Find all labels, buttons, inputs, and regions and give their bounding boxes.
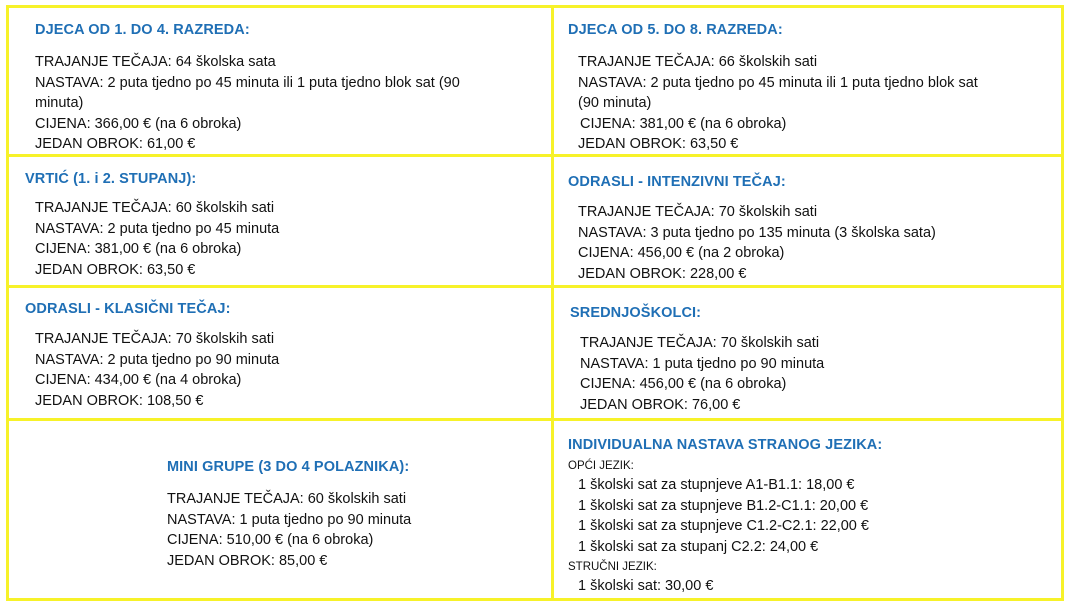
cell-title: DJECA OD 1. DO 4. RAZREDA: (35, 22, 250, 38)
duration-text: TRAJANJE TEČAJA: 66 školskih sati (578, 54, 818, 70)
cell-title: INDIVIDUALNA NASTAVA STRANOG JEZIKA: (568, 437, 883, 453)
schedule-text: NASTAVA: 3 puta tjedno po 135 minuta (3 školska sata) (578, 224, 936, 241)
duration-text: TRAJANJE TEČAJA: 64 školska sata (35, 54, 276, 70)
cell-title: ODRASLI - KLASIČNI TEČAJ: (25, 301, 231, 317)
cell-mini-grupe (6, 418, 554, 601)
schedule-text: NASTAVA: 1 puta tjedno po 90 minuta (580, 355, 825, 372)
schedule-text: NASTAVA: 2 puta tjedno po 45 minuta ili 1 puta tjedno blok sat (90 (35, 74, 460, 91)
cell-title: MINI GRUPE (3 DO 4 POLAZNIKA): (167, 459, 410, 475)
cell-srednjoskolci (551, 285, 1064, 421)
cell-details (35, 329, 279, 411)
general-language-label: OPĆI JEZIK: (568, 460, 634, 472)
price-text: CIJENA: 434,00 € (na 4 obroka) (35, 372, 242, 388)
general-language-prices (578, 475, 869, 557)
schedule-text-cont: (90 minuta) (578, 95, 652, 111)
cell-details (35, 198, 279, 280)
duration-text: TRAJANJE TEČAJA: 70 školskih sati (578, 204, 818, 220)
installment-text: JEDAN OBROK: 61,00 € (35, 136, 196, 152)
schedule-text: NASTAVA: 2 puta tjedno po 90 minuta (35, 351, 280, 368)
price-table (6, 5, 1064, 601)
duration-text: TRAJANJE TEČAJA: 70 školskih sati (580, 335, 820, 351)
cell-details (578, 52, 978, 155)
price-text: CIJENA: 381,00 € (na 6 obroka) (580, 115, 787, 132)
cell-vrtic (6, 154, 554, 288)
price-text: CIJENA: 456,00 € (na 6 obroka) (580, 376, 787, 392)
price-line: 1 školski sat: 30,00 € (578, 578, 714, 594)
professional-language-label: STRUČNI JEZIK: (568, 561, 657, 573)
installment-text: JEDAN OBROK: 63,50 € (35, 261, 196, 278)
cell-details (167, 489, 411, 571)
cell-title: ODRASLI - INTENZIVNI TEČAJ: (568, 174, 786, 190)
price-line: 1 školski sat za stupanj C2.2: 24,00 € (578, 538, 819, 555)
duration-text: TRAJANJE TEČAJA: 60 školskih sati (35, 200, 275, 216)
duration-text: TRAJANJE TEČAJA: 70 školskih sati (35, 331, 275, 347)
cell-details (578, 202, 936, 284)
cell-details (580, 333, 824, 415)
price-line: 1 školski sat za stupnjeve B1.2-C1.1: 20,00 € (578, 497, 869, 514)
price-line: 1 školski sat za stupnjeve A1-B1.1: 18,00 € (578, 477, 855, 493)
installment-text: JEDAN OBROK: 76,00 € (580, 396, 741, 413)
professional-language-price (578, 576, 713, 597)
cell-title: DJECA OD 5. DO 8. RAZREDA: (568, 22, 783, 38)
price-text: CIJENA: 510,00 € (na 6 obroka) (167, 532, 374, 548)
price-line: 1 školski sat za stupnjeve C1.2-C2.1: 22,00 € (578, 518, 869, 534)
installment-text: JEDAN OBROK: 85,00 € (167, 552, 328, 569)
cell-djeca-1-4 (6, 5, 554, 157)
price-text: CIJENA: 366,00 € (na 6 obroka) (35, 115, 242, 132)
cell-details (35, 52, 460, 155)
cell-djeca-5-8 (551, 5, 1064, 157)
price-text: CIJENA: 381,00 € (na 6 obroka) (35, 241, 242, 257)
cell-title: SREDNJOŠKOLCI: (570, 305, 702, 321)
installment-text: JEDAN OBROK: 228,00 € (578, 265, 747, 282)
cell-odrasli-intenzivni (551, 154, 1064, 288)
cell-individualna (551, 418, 1064, 601)
schedule-text: NASTAVA: 2 puta tjedno po 45 minuta ili 1 puta tjedno blok sat (578, 74, 978, 91)
installment-text: JEDAN OBROK: 63,50 € (578, 136, 739, 152)
schedule-text: NASTAVA: 1 puta tjedno po 90 minuta (167, 511, 412, 528)
schedule-text: NASTAVA: 2 puta tjedno po 45 minuta (35, 220, 280, 237)
cell-title: VRTIĆ (1. i 2. STUPANJ): (25, 171, 197, 187)
cell-odrasli-klasicni (6, 285, 554, 421)
schedule-text-cont: minuta) (35, 95, 84, 111)
duration-text: TRAJANJE TEČAJA: 60 školskih sati (167, 491, 407, 507)
installment-text: JEDAN OBROK: 108,50 € (35, 392, 204, 409)
price-text: CIJENA: 456,00 € (na 2 obroka) (578, 245, 785, 261)
